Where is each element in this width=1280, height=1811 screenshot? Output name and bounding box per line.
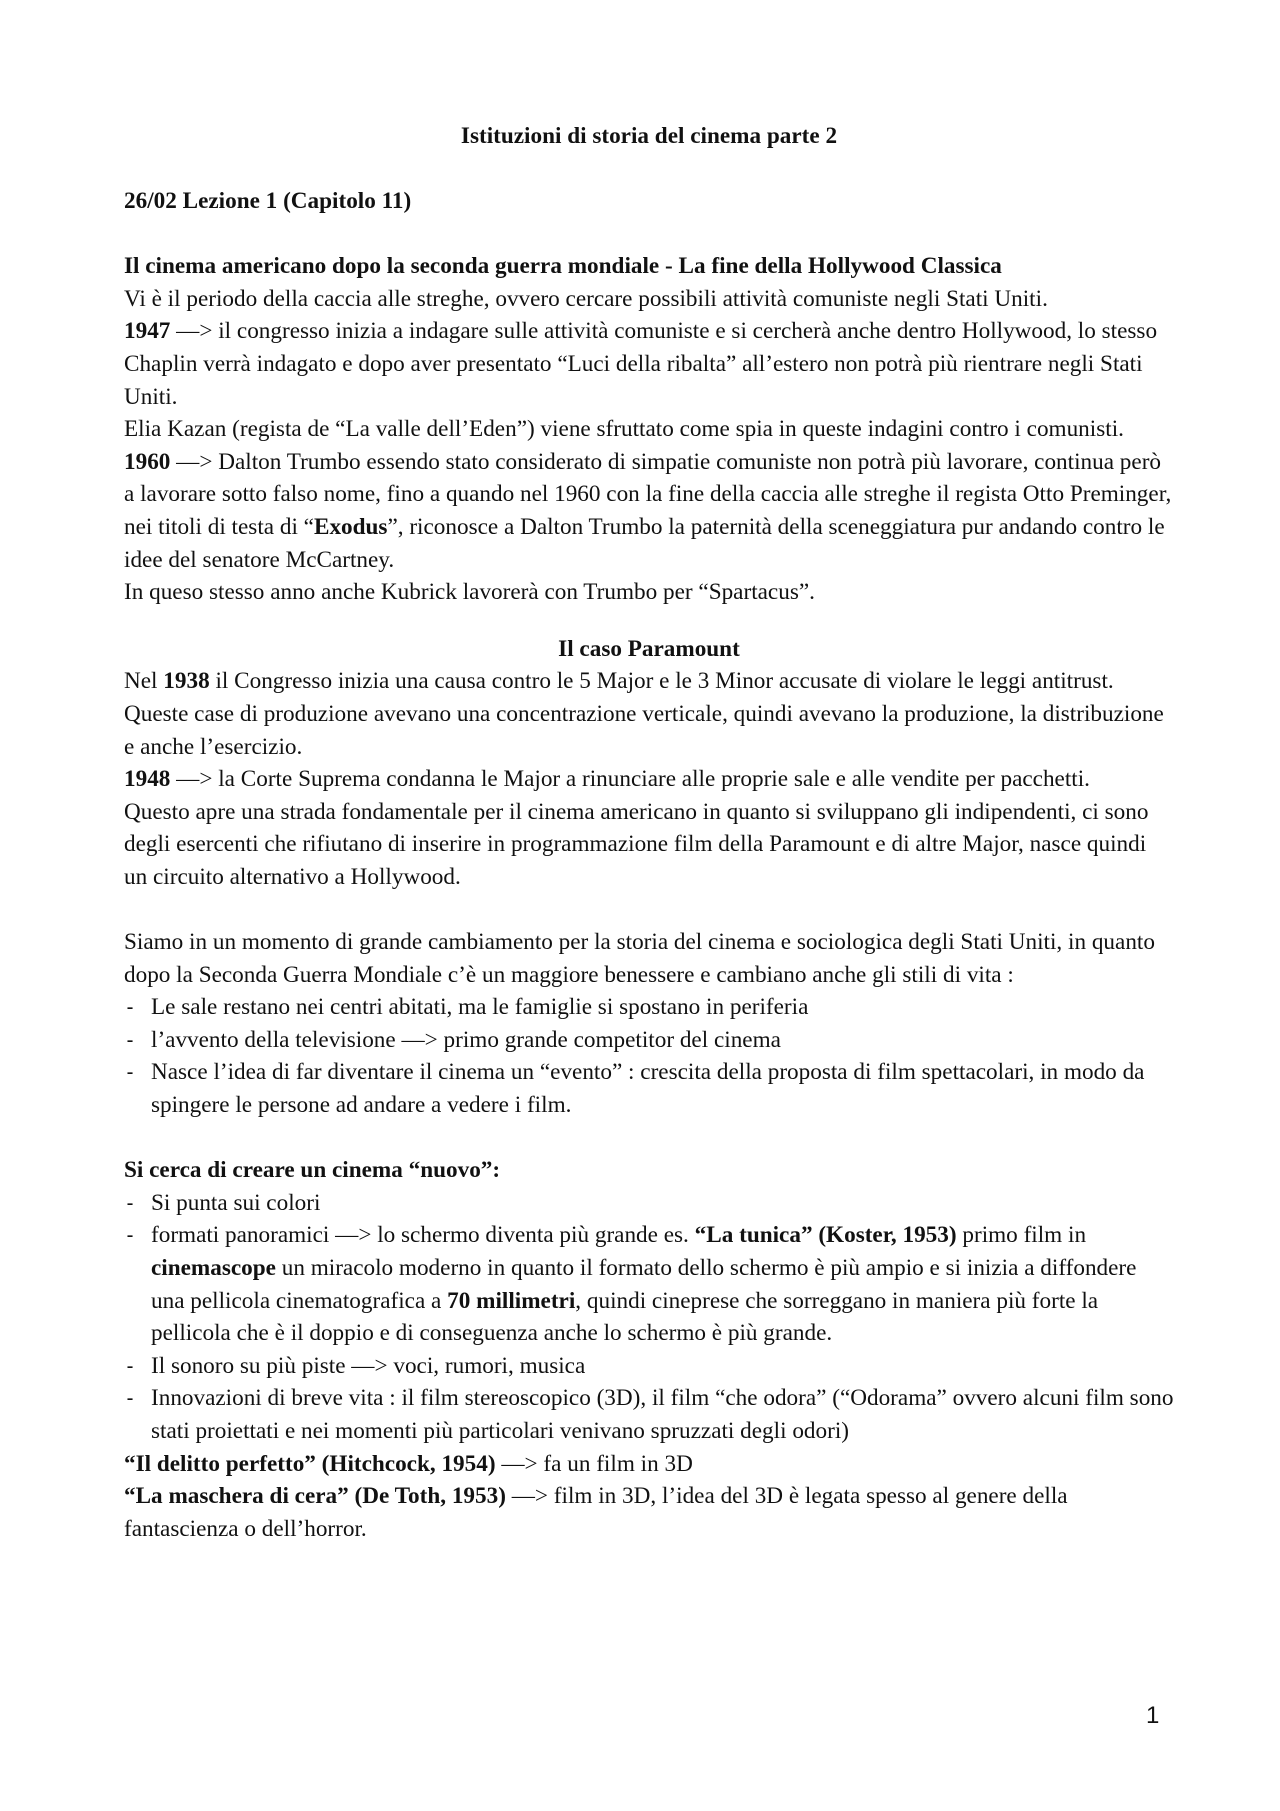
bullet-list	[124, 1187, 1174, 1448]
list-item: - Innovazioni di breve vita : il film stereoscopico (3D), il film “che odora” (“Odorama” ovvero alcuni film sono stati proiettati e nei momenti più particolari venivano spruzzati degli odori)	[124, 1382, 1174, 1447]
page-number: 1	[1146, 1702, 1160, 1729]
list-item: - Il sonoro su più piste —> voci, rumori, musica	[124, 1350, 1174, 1383]
paragraph: In queso stesso anno anche Kubrick lavorerà con Trumbo per “Spartacus”.	[124, 579, 815, 606]
list-item: - Le sale restano nei centri abitati, ma le famiglie si spostano in periferia	[124, 991, 1174, 1024]
film-title: “Il delitto perfetto” (Hitchcock, 1954)	[124, 1450, 496, 1477]
paragraph: Questo apre una strada fondamentale per il cinema americano in quanto si sviluppano gli indipendenti, ci sono degli esercenti che rifiutano di inserire in programmazione film della Paramount e di altre Major, nasce quindi un circuito alternativo a Hollywood.	[124, 798, 1149, 890]
film-title: “La maschera di cera” (De Toth, 1953)	[124, 1483, 506, 1510]
section-heading-hollywood: Il cinema americano dopo la seconda guerra mondiale - La fine della Hollywood Classica	[124, 253, 1002, 280]
spacer	[124, 893, 1174, 926]
lesson-heading: 26/02 Lezione 1 (Capitolo 11)	[124, 187, 412, 214]
year: 1947	[124, 318, 171, 345]
list-item: - formati panoramici —> lo schermo diventa più grande es. “La tunica” (Koster, 1953) primo film in cinemascope un miracolo moderno in quanto il formato dello schermo è più ampio e si inizia a diffondere una pellicola cinematografica a 70 millimetri, quindi cineprese che sorreggano in maniera più forte la pellicola che è il doppio e di conseguenza anche lo schermo è più grande.	[124, 1219, 1174, 1349]
paragraph: 1948 —> la Corte Suprema condanna le Major a rinunciare alle proprie sale e alle vendite per pacchetti.	[124, 766, 1090, 793]
spacer	[124, 609, 1174, 633]
bullet-list	[124, 991, 1174, 1121]
paragraph: Siamo in un momento di grande cambiamento per la storia del cinema e sociologica degli Stati Uniti, in quanto dopo la Seconda Guerra Mondiale c’è un maggiore benessere e cambiano anche gli stili di vita :	[124, 929, 1155, 988]
film-title: Exodus	[313, 513, 388, 540]
year: 1938	[163, 668, 210, 695]
year: 1960	[124, 448, 171, 475]
section-heading-paramount: Il caso Paramount	[558, 635, 740, 662]
document-title: Istituzioni di storia del cinema parte 2	[460, 123, 838, 149]
term: 70 millimetri	[447, 1287, 576, 1314]
film-title: “La tunica” (Koster, 1953)	[694, 1222, 957, 1249]
section-heading-nuovo: Si cerca di creare un cinema “nuovo”:	[124, 1157, 501, 1184]
paragraph: Vi è il periodo della caccia alle streghe, ovvero cercare possibili attività comuniste negli Stati Uniti.	[124, 285, 1048, 312]
paragraph: “La maschera di cera” (De Toth, 1953) —> film in 3D, l’idea del 3D è legata spesso al genere della fantascienza o dell’horror.	[124, 1483, 1068, 1542]
document-page	[124, 120, 1174, 1545]
year: 1948	[124, 766, 171, 793]
term: cinemascope	[151, 1255, 276, 1281]
paragraph: 1947 —> il congresso inizia a indagare sulle attività comuniste e si cercherà anche dentro Hollywood, lo stesso Chaplin verrà indagato e dopo aver presentato “Luci della ribalta” all’estero non potrà più rientrare negli Stati Uniti.	[124, 318, 1158, 410]
list-item: - Nasce l’idea di far diventare il cinema un “evento” : crescita della proposta di film spettacolari, in modo da spingere le persone ad andare a vedere i film.	[124, 1056, 1174, 1121]
paragraph: Elia Kazan (regista de “La valle dell’Eden”) viene sfruttato come spia in queste indagini contro i comunisti.	[124, 416, 1124, 443]
spacer	[124, 217, 1174, 250]
paragraph: 1960 —> Dalton Trumbo essendo stato considerato di simpatie comuniste non potrà più lavorare, continua però a lavorare sotto falso nome, fino a quando nel 1960 con la fine della caccia alle streghe il regista Otto Preminger, nei titoli di testa di “Exodus”, riconosce a Dalton Trumbo la paternità della sceneggiatura pur andando contro le idee del senatore McCartney.	[124, 448, 1172, 573]
paragraph: “Il delitto perfetto” (Hitchcock, 1954) —> fa un film in 3D	[124, 1450, 693, 1477]
list-item: - l’avvento della televisione —> primo grande competitor del cinema	[124, 1024, 1174, 1057]
list-item: - Si punta sui colori	[124, 1187, 1174, 1220]
paragraph: Nel 1938 il Congresso inizia una causa contro le 5 Major e le 3 Minor accusate di violare le leggi antitrust. Queste case di produzione avevano una concentrazione verticale, quindi avevano la produzione, la distribuzione e anche l’esercizio.	[124, 668, 1164, 760]
spacer	[124, 1122, 1174, 1155]
